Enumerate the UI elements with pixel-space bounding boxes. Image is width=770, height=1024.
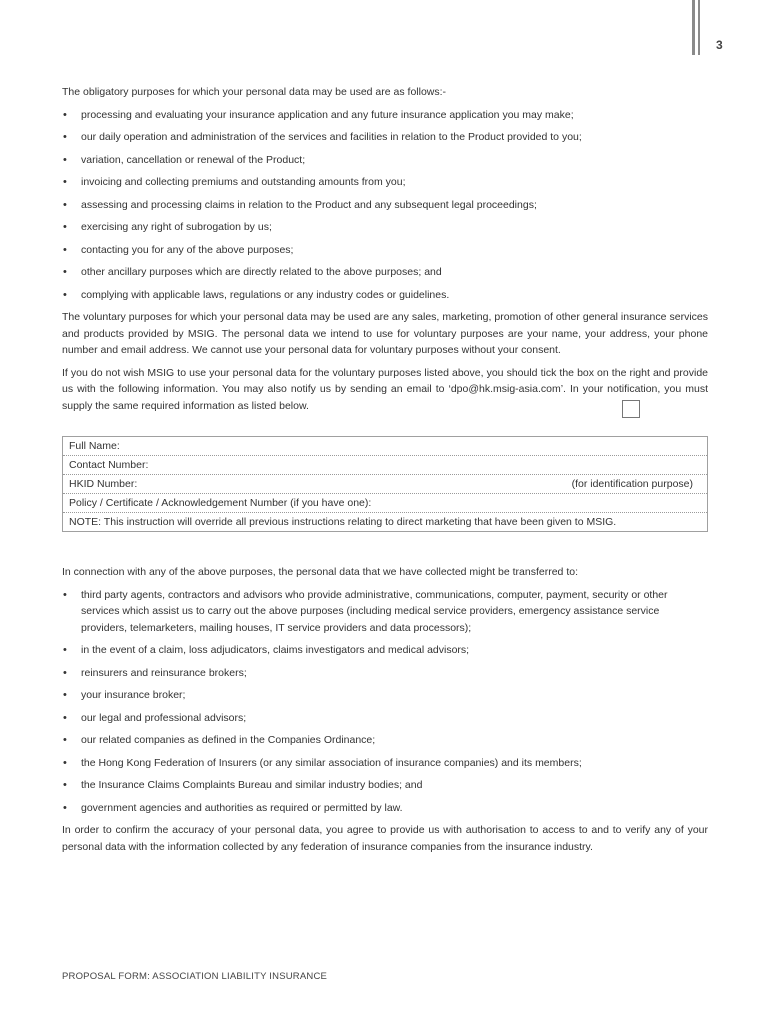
list-item: • other ancillary purposes which are directly related to the above purposes; and: [62, 264, 708, 281]
transfer-recipients-list: [62, 587, 708, 817]
list-item: • the Insurance Claims Complaints Bureau and similar industry bodies; and: [62, 777, 708, 794]
contact-number-label: Contact Number:: [69, 459, 149, 471]
form-note-text: NOTE: This instruction will override all previous instructions relating to direct marketing that have been given to MSIG.: [69, 516, 617, 528]
list-item: • exercising any right of subrogation by us;: [62, 219, 708, 236]
list-item: • variation, cancellation or renewal of the Product;: [62, 152, 708, 169]
contact-number-field[interactable]: [63, 456, 707, 475]
list-item: • reinsurers and reinsurance brokers;: [62, 665, 708, 682]
list-item: • in the event of a claim, loss adjudicators, claims investigators and medical advisors;: [62, 642, 708, 659]
decorative-bar: [698, 0, 700, 55]
opt-out-section: [62, 365, 708, 415]
list-item: • third party agents, contractors and advisors who provide administrative, communications, computer, payment, security or other services which assist us to carry out the above purposes (including medical service providers, emergency assistance service providers, telemarketers, mailing houses, IT service providers and data processors);: [62, 587, 708, 637]
list-item: • your insurance broker;: [62, 687, 708, 704]
obligatory-purposes-list: [62, 107, 708, 304]
list-item: • complying with applicable laws, regulations or any industry codes or guidelines.: [62, 287, 708, 304]
form-note: [63, 513, 707, 531]
policy-number-label: Policy / Certificate / Acknowledgement Number (if you have one):: [69, 497, 372, 509]
list-item: • our related companies as defined in the Companies Ordinance;: [62, 732, 708, 749]
transfer-intro: In connection with any of the above purposes, the personal data that we have collected might be transferred to:: [62, 566, 578, 578]
transfer-section: [62, 564, 708, 855]
page-number-bars: [692, 0, 706, 55]
list-item: • our legal and professional advisors;: [62, 710, 708, 727]
list-item: • assessing and processing claims in relation to the Product and any subsequent legal proceedings;: [62, 197, 708, 214]
list-item: • our daily operation and administration of the services and facilities in relation to the Product provided to you;: [62, 129, 708, 146]
full-name-field[interactable]: [63, 437, 707, 456]
hkid-number-label: HKID Number:: [69, 478, 138, 490]
obligatory-intro: The obligatory purposes for which your personal data may be used are as follows:-: [62, 86, 447, 98]
opt-out-checkbox[interactable]: [622, 400, 640, 418]
policy-number-field[interactable]: [63, 494, 707, 513]
voluntary-purposes-paragraph: The voluntary purposes for which your personal data may be used are any sales, marketing, promotion of other general insurance services and products provided by MSIG. The personal data we intend to use for voluntary purposes are your name, your address, your phone number and email address. We cannot use your personal data for voluntary purposes without your consent.: [62, 311, 708, 356]
full-name-label: Full Name:: [69, 440, 120, 452]
list-item: • contacting you for any of the above purposes;: [62, 242, 708, 259]
page-number: 3: [716, 38, 723, 52]
opt-out-paragraph: [62, 365, 708, 415]
list-item: • processing and evaluating your insurance application and any future insurance application you may make;: [62, 107, 708, 124]
list-item: • invoicing and collecting premiums and outstanding amounts from you;: [62, 174, 708, 191]
document-body: [62, 84, 708, 861]
list-item: • the Hong Kong Federation of Insurers (or any similar association of insurance companies) and its members;: [62, 755, 708, 772]
hkid-note: (for identification purpose): [571, 478, 693, 490]
opt-out-text: If you do not wish MSIG to use your personal data for the voluntary purposes listed above, you should tick the box on the right and provide us with the following information. You may also notify us by sending an email to ‘dpo@hk.msig-asia.com’. In your notification, you must supply the same required information as listed below.: [62, 366, 708, 412]
footer-title: PROPOSAL FORM: ASSOCIATION LIABILITY INSURANCE: [62, 971, 328, 982]
list-item: • government agencies and authorities as required or permitted by law.: [62, 800, 708, 817]
authorisation-paragraph: In order to confirm the accuracy of your personal data, you agree to provide us with authorisation to access to and to verify any of your personal data with the information collected by any federation of insurance companies from the insurance industry.: [62, 824, 708, 853]
opt-out-info-table: [62, 436, 708, 532]
hkid-number-field[interactable]: [63, 475, 707, 494]
decorative-bar: [692, 0, 695, 55]
